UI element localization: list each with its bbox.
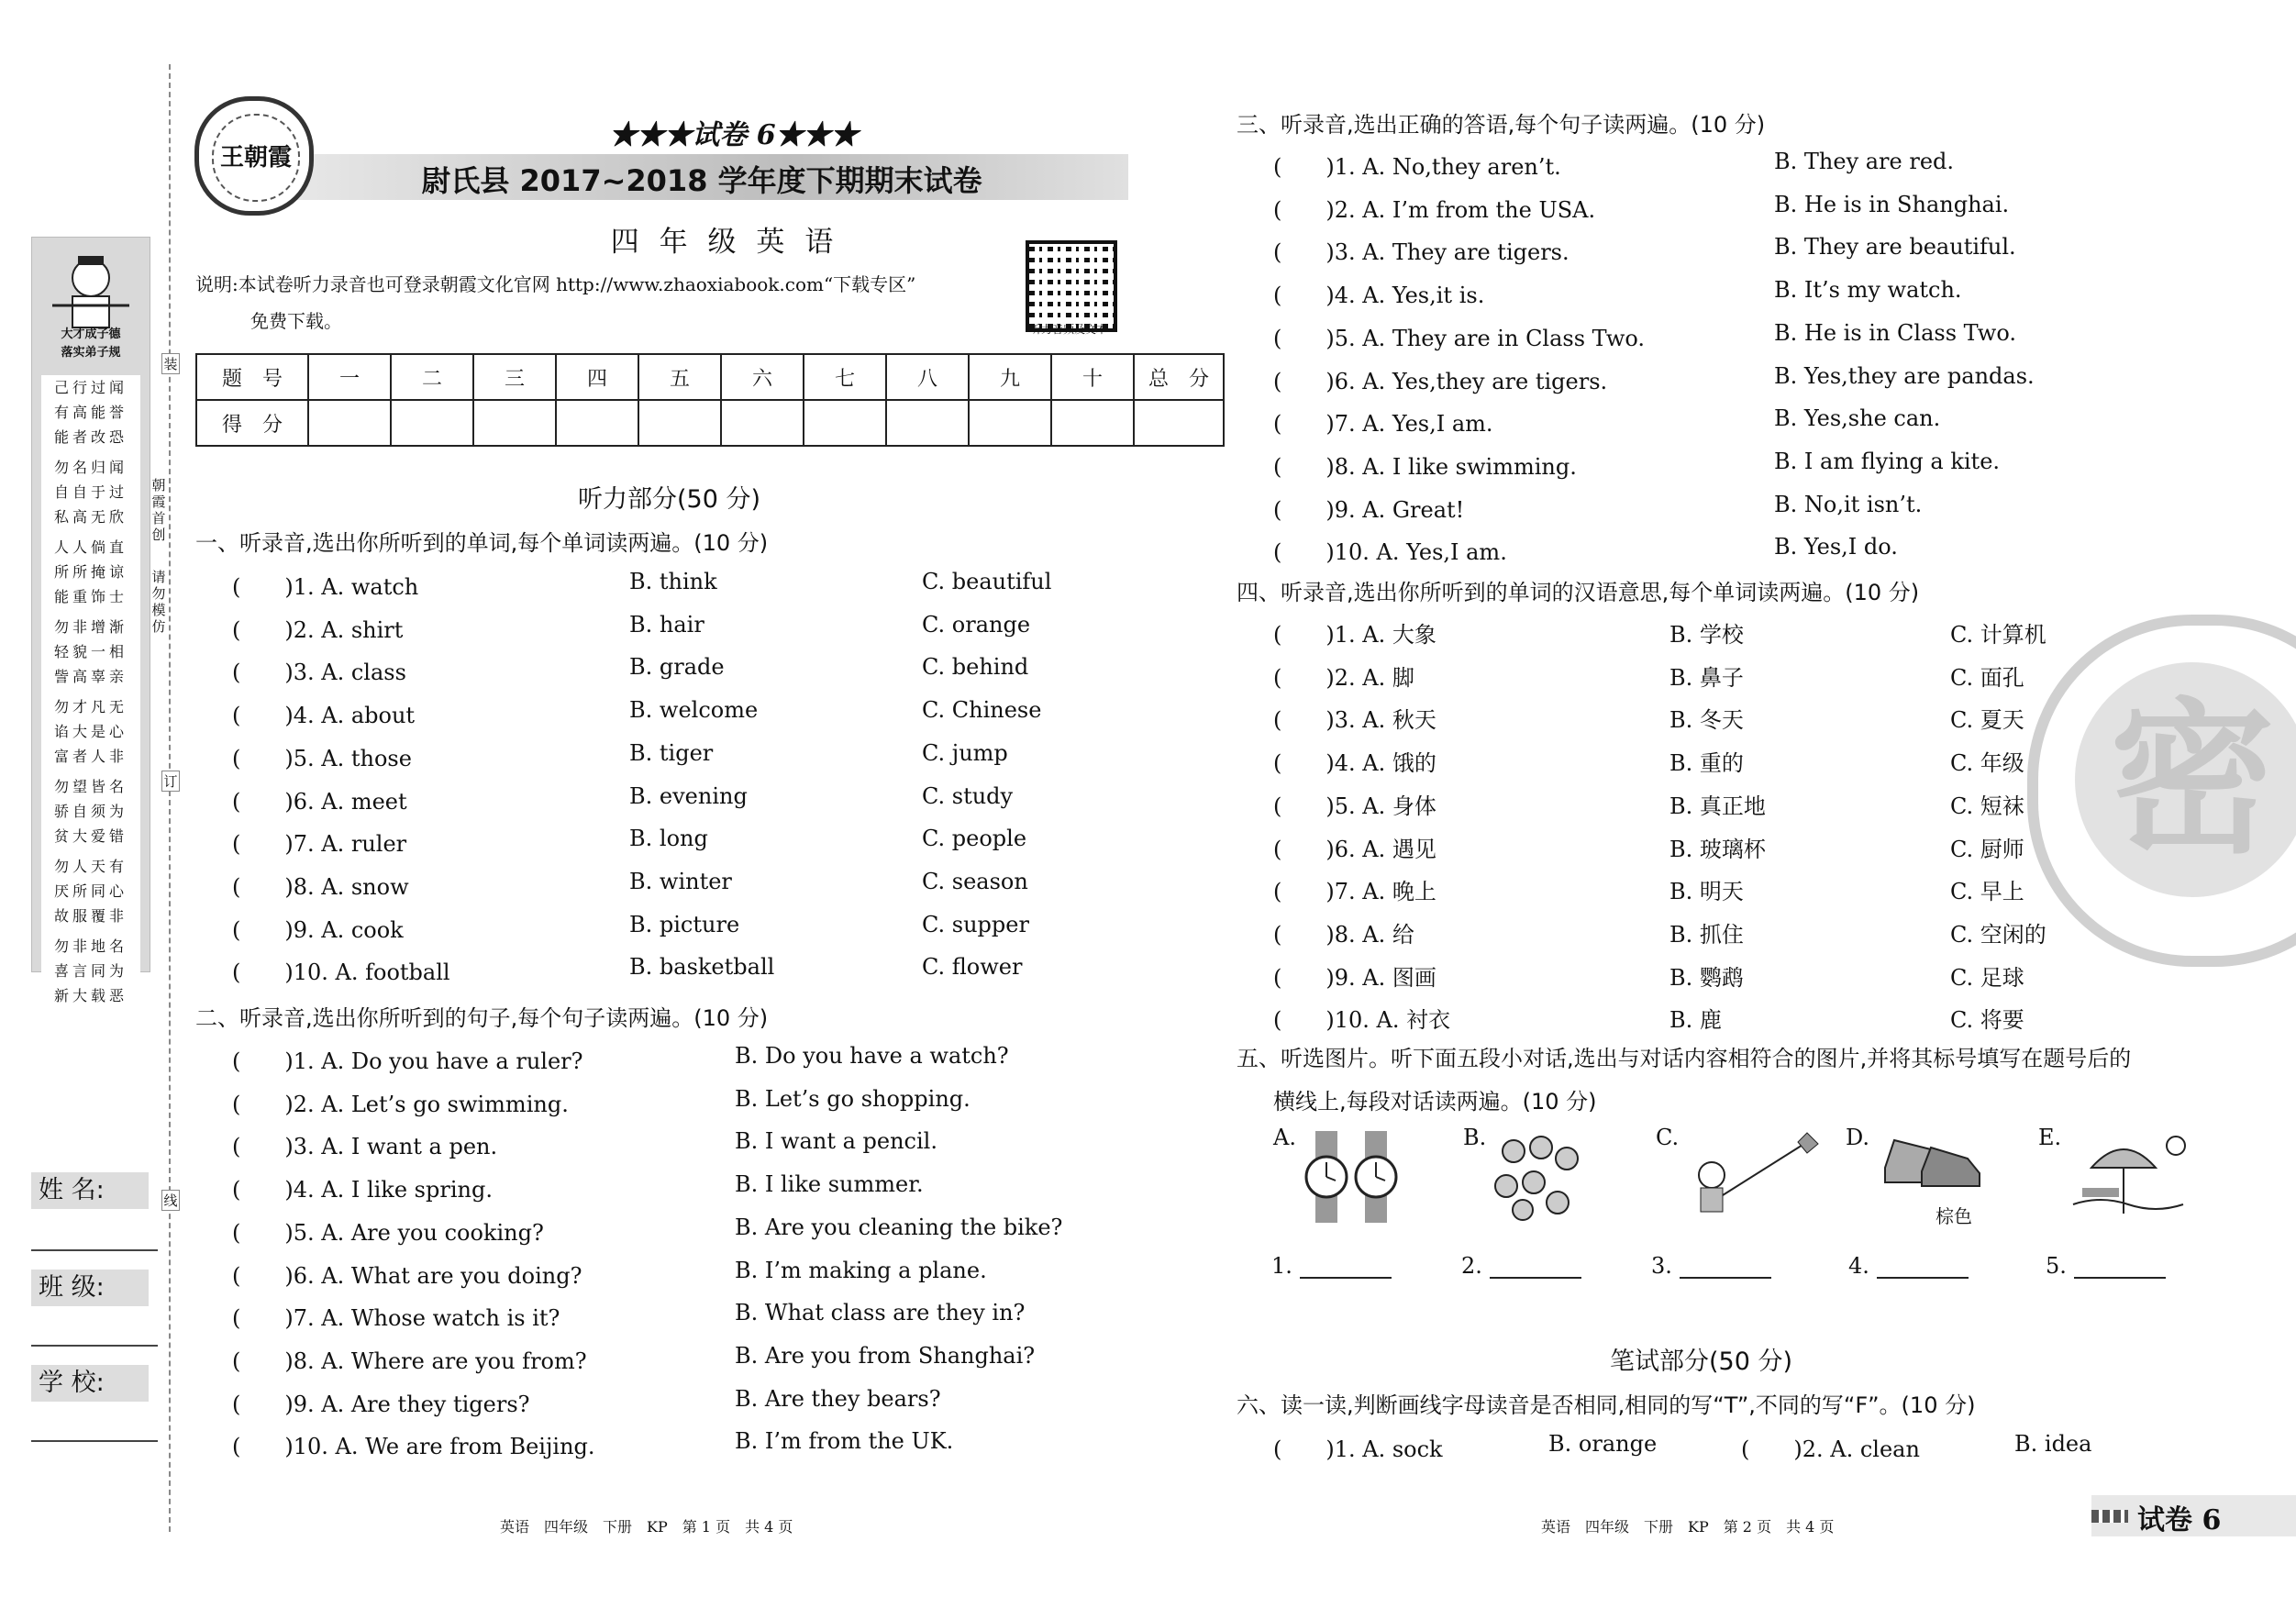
score-input-cell[interactable] bbox=[721, 400, 804, 446]
chicks-picture-icon bbox=[1486, 1131, 1587, 1223]
question-row bbox=[232, 1086, 1149, 1123]
poem-line: 贫大爱错 bbox=[53, 827, 128, 845]
question-option-b: B. picture bbox=[629, 911, 740, 937]
poem-line: 故服覆非 bbox=[53, 907, 128, 925]
question-row bbox=[1273, 1002, 2191, 1038]
question-option-a[interactable]: ( )10. A. football bbox=[232, 959, 450, 986]
score-input-cell[interactable] bbox=[1134, 400, 1224, 446]
question-option-a[interactable]: ( )6. A. meet bbox=[232, 788, 407, 815]
question-option-a[interactable]: ( )8. A. snow bbox=[232, 873, 409, 900]
side-label-zhuang: 装 bbox=[161, 353, 180, 374]
question-row bbox=[1273, 492, 2191, 528]
question-option-b: B. grade bbox=[629, 654, 725, 681]
question-option-c: C. 将要 bbox=[1950, 1007, 2024, 1034]
picture-label-c: C. bbox=[1656, 1125, 1680, 1150]
section4-title: 四、听录音,选出你所听到的单词的汉语意思,每个单词读两遍。(10 分) bbox=[1237, 580, 1920, 605]
question-row bbox=[1273, 745, 2191, 782]
poem-line: 新大载恶 bbox=[53, 987, 128, 1004]
question-option-b: B. 鹦鹉 bbox=[1669, 964, 1744, 991]
answer-blank-1[interactable]: 1. bbox=[1271, 1253, 1392, 1279]
secret-watermark-icon: 密 bbox=[2027, 615, 2296, 967]
binding-line bbox=[169, 64, 171, 1532]
question-row bbox=[232, 954, 1149, 991]
question-option-b: B. Are you cleaning the bike? bbox=[735, 1214, 1063, 1240]
question-option-b: B. Are you from Shanghai? bbox=[735, 1342, 1036, 1369]
question-option-b: B. He is in Class Two. bbox=[1774, 319, 2016, 346]
question-option-b: B. No,it isn’t. bbox=[1774, 491, 1923, 517]
question-option-a[interactable]: ( )1. A. No,they aren’t. bbox=[1273, 154, 1561, 180]
question-option-b: B. 真正地 bbox=[1669, 793, 1766, 819]
question-option-b: B. evening bbox=[629, 782, 748, 809]
question-option-a[interactable]: ( )4. A. I like spring. bbox=[232, 1177, 493, 1203]
question-option-b: B. Let’s go shopping. bbox=[735, 1085, 971, 1112]
poem-line: 勿非地名 bbox=[53, 937, 128, 955]
score-input-cell[interactable] bbox=[804, 400, 886, 446]
question-row bbox=[1273, 363, 2191, 400]
question-option-b: B. 冬天 bbox=[1669, 707, 1744, 734]
tag-dots-icon bbox=[2091, 1510, 2128, 1523]
question-row bbox=[232, 912, 1149, 948]
kite-boy-picture-icon bbox=[1679, 1131, 1825, 1223]
question-option-c: C. jump bbox=[922, 739, 1008, 766]
score-table-header-cell: 九 bbox=[969, 354, 1051, 400]
footer-page-1: 英语 四年级 下册 KP 第 1 页 共 4 页 bbox=[500, 1518, 793, 1536]
poem-line: 自自于过 bbox=[53, 483, 128, 501]
question-option-c: C. people bbox=[922, 826, 1027, 852]
question-option-b: B. I want a pencil. bbox=[735, 1128, 937, 1155]
score-table-header-cell: 四 bbox=[556, 354, 638, 400]
question-row bbox=[232, 869, 1149, 905]
poem-line: 能重饰士 bbox=[53, 588, 128, 605]
poem-line: 所所掩谅 bbox=[53, 563, 128, 581]
score-table-header-cell: 十 bbox=[1051, 354, 1134, 400]
question-option-b: B. It’s my watch. bbox=[1774, 277, 1962, 304]
picture-label-b: B. bbox=[1463, 1125, 1487, 1150]
paper-tag: 试卷 6 bbox=[2091, 1495, 2296, 1536]
question-row bbox=[232, 826, 1149, 862]
question-option-a[interactable]: ( )10. A. We are from Beijing. bbox=[232, 1434, 595, 1460]
poem-line: 能者改恐 bbox=[53, 428, 128, 446]
question-option-a[interactable]: ( )3. A. I want a pen. bbox=[232, 1134, 498, 1160]
brand-logo: 王朝霞 bbox=[194, 96, 314, 216]
question-option-c: C. Chinese bbox=[922, 697, 1042, 724]
question-option-a[interactable]: ( )10. A. Yes,I am. bbox=[1273, 539, 1507, 566]
question-option-a[interactable]: ( )5. A. those bbox=[232, 745, 412, 771]
poem-column bbox=[41, 375, 140, 1014]
question-option-a[interactable]: ( )9. A. Great! bbox=[1273, 496, 1465, 523]
school-label: 学 校: bbox=[31, 1365, 149, 1402]
school-field[interactable] bbox=[31, 1440, 158, 1442]
section6-title: 六、读一读,判断画线字母读音是否相同,相同的写“T”,不同的写“F”。(10 分) bbox=[1237, 1392, 1976, 1418]
question-option-a[interactable]: ( )2. A. I’m from the USA. bbox=[1273, 196, 1596, 223]
class-label: 班 级: bbox=[31, 1270, 149, 1306]
poem-line: 勿名归闻 bbox=[53, 459, 128, 476]
question-row bbox=[1273, 277, 2191, 314]
answer-blank-5[interactable]: 5. bbox=[2046, 1253, 2166, 1279]
poem-line: 厌所同心 bbox=[53, 882, 128, 900]
question-option-a[interactable]: ( )6. A. What are you doing? bbox=[232, 1262, 582, 1289]
question-row bbox=[1273, 449, 2191, 485]
question-row bbox=[1273, 788, 2191, 825]
question-option-a[interactable]: ( )9. A. 图画 bbox=[1273, 964, 1436, 991]
question-option-a[interactable]: ( )6. A. Yes,they are tigers. bbox=[1273, 368, 1608, 394]
question-option-a[interactable]: ( )8. A. Where are you from? bbox=[232, 1347, 587, 1374]
question-option-a[interactable]: ( )4. A. Yes,it is. bbox=[1273, 283, 1485, 309]
question-option-a[interactable]: ( )10. A. 衬衣 bbox=[1273, 1007, 1451, 1034]
question-option-a[interactable]: ( )2. A. Let’s go swimming. bbox=[232, 1091, 569, 1117]
side-label-xian: 线 bbox=[161, 1190, 180, 1211]
picture-label-d: D. bbox=[1846, 1125, 1870, 1150]
question-row bbox=[232, 569, 1149, 605]
score-table-header-cell: 一 bbox=[308, 354, 391, 400]
question-row bbox=[1273, 320, 2191, 357]
paper-number: ★★★试卷 6★★★ bbox=[609, 119, 859, 151]
watches-picture-icon bbox=[1303, 1131, 1403, 1223]
poem-line: 私高无欣 bbox=[53, 508, 128, 526]
question-option-c: C. 面孔 bbox=[1950, 664, 2024, 691]
question-option-b: B. 鼻子 bbox=[1669, 664, 1744, 691]
question-option-b: B. Yes,I do. bbox=[1774, 534, 1898, 560]
score-table-header-cell: 二 bbox=[391, 354, 473, 400]
question-option-b: B. 抓住 bbox=[1669, 921, 1744, 948]
question-row bbox=[232, 1428, 1149, 1465]
section5-title-line2: 横线上,每段对话读两遍。(10 分) bbox=[1273, 1089, 1597, 1115]
question-option-a[interactable]: ( )7. A. Yes,I am. bbox=[1273, 411, 1493, 438]
poem-line: 訾高辜亲 bbox=[53, 668, 128, 685]
poem-line: 勿才凡无 bbox=[53, 698, 128, 715]
writing-part-title: 笔试部分(50 分) bbox=[1610, 1347, 1793, 1376]
poem-line: 骄自须为 bbox=[53, 803, 128, 820]
question-row bbox=[232, 697, 1149, 734]
class-field[interactable] bbox=[31, 1345, 158, 1347]
poem-line: 勿非增渐 bbox=[53, 618, 128, 636]
answer-blank-2[interactable]: 2. bbox=[1461, 1253, 1581, 1279]
question-row bbox=[1273, 234, 2191, 271]
question-row bbox=[1273, 616, 2191, 653]
score-input-cell[interactable] bbox=[638, 400, 721, 446]
question-option-b: B. 明天 bbox=[1669, 879, 1744, 905]
exam-note: 说明:本试卷听力录音也可登录朝霞文化官网 http://www.zhaoxiabook.com“下载专区” 免费下载。 bbox=[195, 273, 916, 332]
picture-label-a: A. bbox=[1273, 1125, 1296, 1150]
side-label-ding: 订 bbox=[161, 771, 180, 792]
question-option-a[interactable]: ( )7. A. 晚上 bbox=[1273, 879, 1436, 905]
question-option-b: B. They are beautiful. bbox=[1774, 234, 2016, 261]
answer-blank-4[interactable]: 4. bbox=[1848, 1253, 1969, 1279]
poem-line: 人人倘直 bbox=[53, 538, 128, 556]
name-field[interactable] bbox=[31, 1249, 158, 1251]
question-option-c: C. beautiful bbox=[922, 569, 1052, 594]
question-row bbox=[232, 1386, 1149, 1423]
question-option-b: B. What class are they in? bbox=[735, 1300, 1026, 1326]
question-option-c: C. study bbox=[922, 782, 1014, 809]
question-option-c: C. behind bbox=[922, 654, 1029, 681]
subject-title: 四 年 级 英 语 bbox=[610, 226, 839, 259]
question-option-c: C. 夏天 bbox=[1950, 707, 2024, 734]
question-option-b: B. I’m from the UK. bbox=[735, 1428, 954, 1455]
score-table-header-cell: 八 bbox=[886, 354, 969, 400]
question-row bbox=[232, 783, 1149, 820]
score-input-cell[interactable] bbox=[556, 400, 638, 446]
question-option-a[interactable]: ( )9. A. Are they tigers? bbox=[232, 1391, 530, 1417]
question-option-b: B. 鹿 bbox=[1669, 1007, 1722, 1034]
question-option-a[interactable]: ( )1. A. Do you have a ruler? bbox=[232, 1048, 583, 1074]
picture-label-e: E. bbox=[2038, 1125, 2062, 1150]
shoes-picture-icon bbox=[1880, 1131, 1981, 1195]
question-row bbox=[232, 654, 1149, 691]
score-input-cell[interactable] bbox=[391, 400, 473, 446]
question-option-a[interactable]: ( )3. A. class bbox=[232, 660, 406, 686]
question-option-b: B. They are red. bbox=[1774, 149, 1955, 174]
score-table-header-cell: 三 bbox=[473, 354, 556, 400]
question-option-b: B. Yes,they are pandas. bbox=[1774, 362, 2035, 389]
section6-q2[interactable]: ( )2. A. clean bbox=[1741, 1436, 1920, 1462]
poem-line: 有高能誉 bbox=[53, 404, 128, 421]
question-option-a[interactable]: ( )5. A. Are you cooking? bbox=[232, 1219, 544, 1246]
question-option-a[interactable]: ( )5. A. They are in Class Two. bbox=[1273, 325, 1646, 351]
score-input-cell[interactable] bbox=[969, 400, 1051, 446]
section1-title: 一、听录音,选出你所听到的单词,每个单词读两遍。(10 分) bbox=[195, 530, 769, 556]
scholar-cartoon-icon bbox=[52, 250, 129, 333]
question-option-c: C. season bbox=[922, 868, 1028, 894]
question-option-a[interactable]: ( )5. A. 身体 bbox=[1273, 793, 1436, 819]
question-row bbox=[1273, 959, 2191, 996]
question-option-c: C. supper bbox=[922, 911, 1029, 937]
question-row bbox=[232, 1043, 1149, 1080]
question-option-a[interactable]: ( )4. A. about bbox=[232, 703, 416, 729]
question-option-a[interactable]: ( )1. A. 大象 bbox=[1273, 622, 1436, 648]
poem-line: 轻貌一相 bbox=[53, 643, 128, 660]
question-option-c: C. orange bbox=[922, 611, 1031, 638]
side-notice-2: 请勿模仿 bbox=[151, 569, 166, 635]
footer-page-2: 英语 四年级 下册 KP 第 2 页 共 4 页 bbox=[1541, 1518, 1835, 1536]
question-option-c: C. 空闲的 bbox=[1950, 921, 2046, 948]
question-option-c: C. 年级 bbox=[1950, 750, 2024, 777]
section6-q1-b: B. orange bbox=[1548, 1431, 1658, 1457]
question-option-b: B. think bbox=[629, 569, 717, 594]
question-option-c: C. flower bbox=[922, 954, 1023, 981]
question-option-b: B. Are they bears? bbox=[735, 1385, 941, 1412]
side-notice-1: 朝霞首创 bbox=[151, 477, 166, 543]
question-option-a[interactable]: ( )8. A. I like swimming. bbox=[1273, 453, 1577, 480]
question-option-b: B. welcome bbox=[629, 697, 759, 724]
poem-line: 己行过闻 bbox=[53, 379, 128, 396]
question-row bbox=[1273, 149, 2191, 185]
section6-row bbox=[1273, 1431, 2099, 1468]
question-option-c: C. 短袜 bbox=[1950, 793, 2024, 819]
question-row bbox=[1273, 534, 2191, 571]
section5-title-line1: 五、听选图片。听下面五段小对话,选出与对话内容相符合的图片,并将其标号填写在题号后的 bbox=[1237, 1046, 2132, 1071]
question-row bbox=[1273, 660, 2191, 696]
question-row bbox=[232, 612, 1149, 649]
question-option-b: B. I like summer. bbox=[735, 1171, 924, 1198]
score-input-cell[interactable] bbox=[473, 400, 556, 446]
question-option-a[interactable]: ( )8. A. 给 bbox=[1273, 921, 1414, 948]
question-option-a[interactable]: ( )2. A. shirt bbox=[232, 616, 404, 643]
score-table-score-row bbox=[196, 400, 1224, 446]
section6-q2-b: B. idea bbox=[2014, 1431, 2092, 1457]
section3-title: 三、听录音,选出正确的答语,每个句子读两遍。(10 分) bbox=[1237, 112, 1766, 138]
question-option-c: C. 早上 bbox=[1950, 879, 2024, 905]
question-option-a[interactable]: ( )1. A. watch bbox=[232, 574, 419, 600]
motto: 大才成子德 落实弟子规 bbox=[61, 327, 121, 360]
question-row bbox=[232, 1214, 1149, 1251]
listening-part-title: 听力部分(50 分) bbox=[578, 485, 761, 514]
question-option-b: B. winter bbox=[629, 868, 732, 894]
question-row bbox=[232, 740, 1149, 777]
question-option-a[interactable]: ( )2. A. 脚 bbox=[1273, 664, 1414, 691]
poem-line: 谄大是心 bbox=[53, 723, 128, 740]
question-option-a[interactable]: ( )4. A. 饿的 bbox=[1273, 750, 1436, 777]
motto-sidebar bbox=[31, 237, 150, 1004]
question-option-a[interactable]: ( )9. A. cook bbox=[232, 916, 404, 943]
poem-line: 勿人天有 bbox=[53, 858, 128, 875]
question-option-c: C. 计算机 bbox=[1950, 622, 2046, 648]
question-row bbox=[1273, 702, 2191, 738]
question-option-a[interactable]: ( )7. A. ruler bbox=[232, 831, 407, 858]
question-row bbox=[232, 1343, 1149, 1380]
score-table-header-row bbox=[196, 354, 1224, 400]
score-table-header-cell: 七 bbox=[804, 354, 886, 400]
question-option-b: B. 学校 bbox=[1669, 622, 1744, 648]
question-option-b: B. tiger bbox=[629, 739, 714, 766]
question-option-a[interactable]: ( )6. A. 遇见 bbox=[1273, 836, 1436, 862]
beach-picture-icon bbox=[2064, 1131, 2192, 1223]
question-option-b: B. Yes,she can. bbox=[1774, 405, 1941, 432]
question-option-b: B. Do you have a watch? bbox=[735, 1043, 1009, 1069]
question-option-c: C. 足球 bbox=[1950, 964, 2024, 991]
question-row bbox=[1273, 831, 2191, 868]
question-row bbox=[1273, 916, 2191, 953]
question-row bbox=[232, 1258, 1149, 1294]
question-option-b: B. hair bbox=[629, 611, 704, 638]
section2-title: 二、听录音,选出你所听到的句子,每个句子读两遍。(10 分) bbox=[195, 1005, 769, 1031]
question-row bbox=[1273, 873, 2191, 910]
question-row bbox=[232, 1171, 1149, 1208]
score-table bbox=[195, 353, 1225, 447]
section6-q1[interactable]: ( )1. A. sock bbox=[1273, 1436, 1443, 1462]
question-option-b: B. I’m making a plane. bbox=[735, 1257, 987, 1283]
name-label: 姓 名: bbox=[31, 1172, 149, 1209]
question-option-b: B. 重的 bbox=[1669, 750, 1744, 777]
question-option-a[interactable]: ( )3. A. They are tigers. bbox=[1273, 239, 1569, 266]
question-option-b: B. 玻璃杯 bbox=[1669, 836, 1766, 862]
qr-caption: 听力音频及文本 bbox=[1029, 323, 1107, 336]
score-table-header-cell: 六 bbox=[721, 354, 804, 400]
score-input-cell[interactable] bbox=[1051, 400, 1134, 446]
poem-line: 喜言同为 bbox=[53, 962, 128, 980]
question-option-b: B. basketball bbox=[629, 954, 775, 981]
exam-title: 尉氏县 2017~2018 学年度下期期末试卷 bbox=[421, 163, 982, 198]
answer-blank-3[interactable]: 3. bbox=[1651, 1253, 1771, 1279]
question-option-b: B. He is in Shanghai. bbox=[1774, 191, 2010, 217]
score-table-label-cell: 得 分 bbox=[196, 400, 308, 446]
question-option-b: B. long bbox=[629, 826, 708, 852]
poem-line: 富者人非 bbox=[53, 748, 128, 765]
question-row bbox=[232, 1128, 1149, 1165]
question-option-a[interactable]: ( )3. A. 秋天 bbox=[1273, 707, 1436, 734]
qr-code-icon[interactable] bbox=[1026, 240, 1117, 332]
score-table-header-cell: 五 bbox=[638, 354, 721, 400]
score-table-header-cell: 题 号 bbox=[196, 354, 308, 400]
question-option-a[interactable]: ( )7. A. Whose watch is it? bbox=[232, 1305, 560, 1332]
question-option-b: B. I am flying a kite. bbox=[1774, 448, 2001, 474]
score-table-header-cell: 总 分 bbox=[1134, 354, 1224, 400]
score-input-cell[interactable] bbox=[308, 400, 391, 446]
poem-line: 勿望皆名 bbox=[53, 778, 128, 795]
score-input-cell[interactable] bbox=[886, 400, 969, 446]
question-row bbox=[1273, 192, 2191, 228]
question-row bbox=[1273, 405, 2191, 442]
question-row bbox=[232, 1300, 1149, 1336]
question-option-c: C. 厨师 bbox=[1950, 836, 2024, 862]
shoe-color-caption: 棕色 bbox=[1936, 1205, 1972, 1227]
